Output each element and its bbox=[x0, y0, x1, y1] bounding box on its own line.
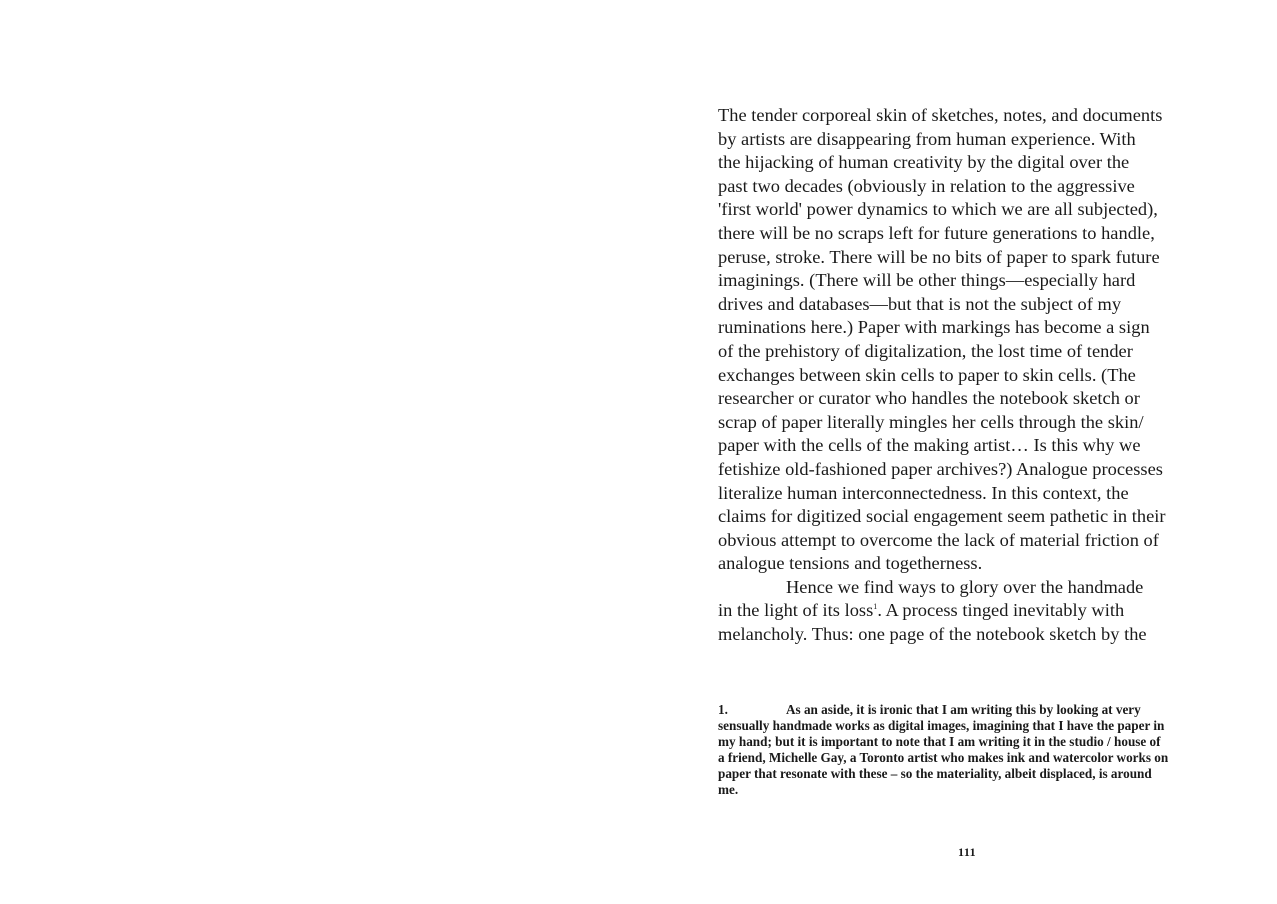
right-page bbox=[638, 0, 1277, 904]
footnote-reference[interactable]: 1 bbox=[873, 602, 878, 612]
footnote-line: sensually handmade works as digital images, imagining that I have the paper in bbox=[718, 717, 1165, 733]
footnote bbox=[718, 702, 1228, 797]
body-line: melancholy. Thus: one page of the notebook sketch by the bbox=[718, 624, 1147, 645]
body-line: of the prehistory of digitalization, the lost time of tender bbox=[718, 340, 1133, 361]
footnote-line: paper that resonate with these – so the materiality, albeit displaced, is around bbox=[718, 765, 1152, 781]
footnote-line: a friend, Michelle Gay, a Toronto artist who makes ink and watercolor works on bbox=[718, 749, 1169, 765]
paragraph-2-first-line: Hence we find ways to glory over the handmade bbox=[786, 576, 1144, 597]
body-line: there will be no scraps left for future generations to handle, bbox=[718, 222, 1155, 243]
body-line: literalize human interconnectedness. In this context, the bbox=[718, 482, 1129, 503]
body-line: researcher or curator who handles the notebook sketch or bbox=[718, 388, 1140, 409]
body-text bbox=[718, 104, 1228, 647]
body-line: by artists are disappearing from human experience. With bbox=[718, 128, 1136, 149]
footnote-number: 1. bbox=[718, 702, 728, 717]
body-line: drives and databases—but that is not the subject of my bbox=[718, 293, 1122, 314]
body-line: peruse, stroke. There will be no bits of paper to spark future bbox=[718, 246, 1160, 267]
body-text-segment: in the light of its loss bbox=[718, 600, 874, 621]
paragraph-2-line-with-footnote bbox=[718, 599, 1228, 623]
body-text-segment: . A process tinged inevitably with bbox=[877, 600, 1125, 621]
footnote-line: my hand; but it is important to note that I am writing it in the studio / house of bbox=[718, 733, 1161, 749]
body-line: scrap of paper literally mingles her cells through the skin/ bbox=[718, 411, 1144, 432]
body-line: paper with the cells of the making artist… Is this why we bbox=[718, 435, 1141, 456]
body-line: The tender corporeal skin of sketches, notes, and documents bbox=[718, 105, 1163, 125]
body-line: fetishize old-fashioned paper archives?) Analogue processes bbox=[718, 458, 1163, 479]
footnote-line: me. bbox=[718, 781, 739, 797]
body-line: past two decades (obviously in relation to the aggressive bbox=[718, 175, 1135, 196]
body-line: the hijacking of human creativity by the digital over the bbox=[718, 152, 1130, 173]
body-line: claims for digitized social engagement seem pathetic in their bbox=[718, 506, 1166, 527]
body-line: imaginings. (There will be other things—especially hard bbox=[718, 270, 1136, 291]
body-line: analogue tensions and togetherness. bbox=[718, 553, 983, 574]
left-page-blank bbox=[0, 0, 638, 904]
body-line: obvious attempt to overcome the lack of material friction of bbox=[718, 529, 1159, 550]
footnote-text: As an aside, it is ironic that I am writing this by looking at very bbox=[786, 702, 1141, 717]
body-line: ruminations here.) Paper with markings has become a sign bbox=[718, 317, 1150, 338]
page-number: 111 bbox=[958, 845, 977, 859]
footnote-first-line bbox=[718, 702, 1228, 718]
body-line: exchanges between skin cells to paper to skin cells. (The bbox=[718, 364, 1136, 385]
body-line: 'first world' power dynamics to which we are all subjected), bbox=[718, 199, 1158, 220]
